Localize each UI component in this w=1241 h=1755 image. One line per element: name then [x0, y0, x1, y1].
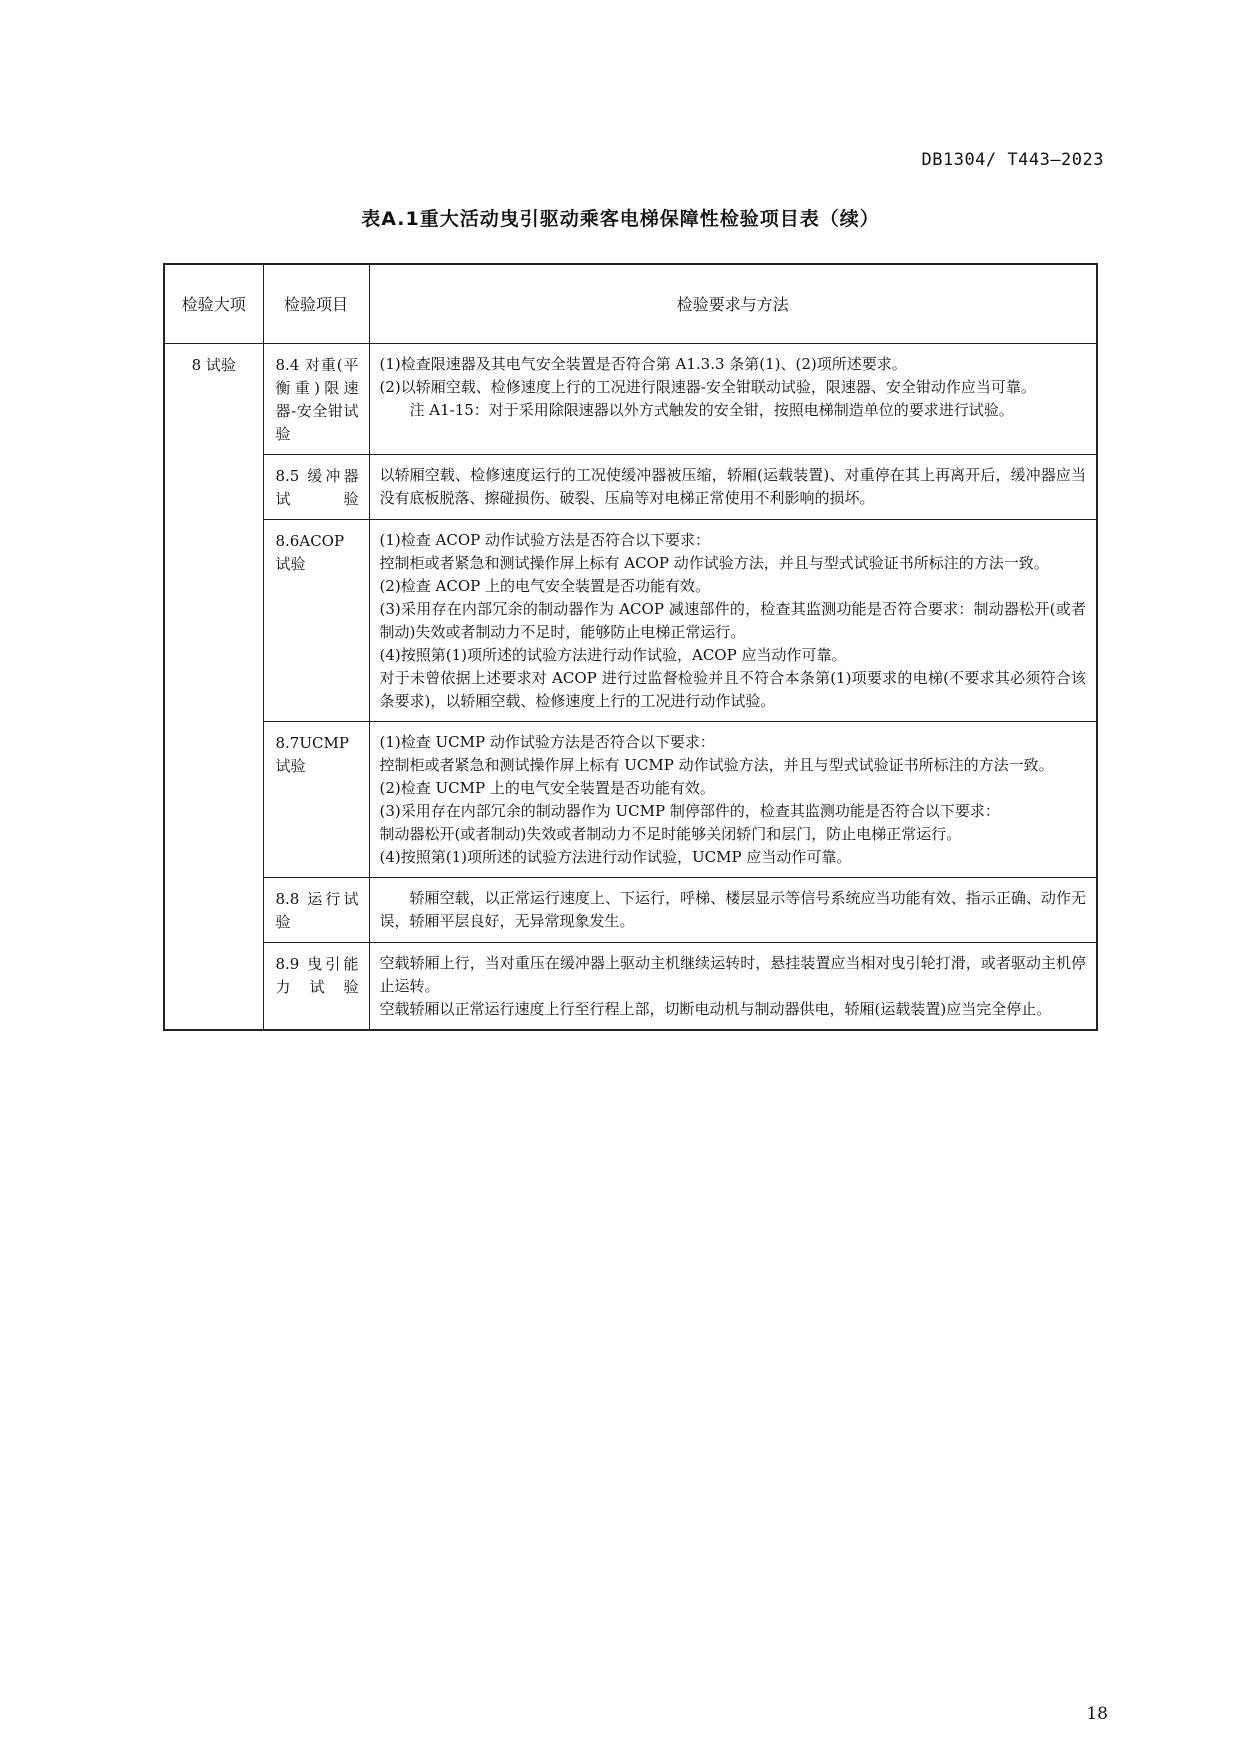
requirement-line: (4)按照第(1)项所述的试验方法进行动作试验，UCMP 应当动作可靠。 [379, 848, 852, 866]
item-cell: 8.8 运行试验 [263, 878, 369, 943]
table-row [164, 455, 1097, 520]
requirement-line: 对于未曾依据上述要求对 ACOP 进行过监督检验并且不符合本条第(1)项要求的电梯(不要求其必须符合该条要求)，以轿厢空载、检修速度上行的工况进行动作试验。 [379, 669, 1086, 710]
item-cell: 8.7UCMP试验 [263, 722, 369, 878]
requirement-cell [369, 943, 1097, 1031]
inspection-table [163, 263, 1098, 1031]
requirement-cell [369, 520, 1097, 722]
table-row [164, 344, 1097, 455]
requirement-line: (3)采用存在内部冗余的制动器作为 ACOP 减速部件的，检查其监测功能是否符合要求：制动器松开(或者制动)失效或者制动力不足时，能够防止电梯正常运行。 [379, 600, 1086, 641]
requirement-line: (3)采用存在内部冗余的制动器作为 UCMP 制停部件的，检查其监测功能是否符合以下要求： [379, 802, 1000, 820]
requirement-line: 以轿厢空载、检修速度运行的工况使缓冲器被压缩，轿厢(运载装置)、对重停在其上再离开后，缓冲器应当没有底板脱落、擦碰损伤、破裂、压扁等对电梯正常使用不利影响的损坏。 [379, 466, 1086, 507]
page-number: 18 [1086, 1704, 1108, 1724]
table-title: 表A.1重大活动曳引驱动乘客电梯保障性检验项目表（续） [361, 208, 880, 230]
table-header-row [164, 264, 1097, 344]
requirement-cell [369, 455, 1097, 520]
requirement-line: 控制柜或者紧急和测试操作屏上标有 UCMP 动作试验方法，并且与型式试验证书所标注的方法一致。 [379, 756, 1054, 774]
requirement-line: (2)检查 UCMP 上的电气安全装置是否功能有效。 [379, 779, 715, 797]
requirement-line: (2)以轿厢空载、检修速度上行的工况进行限速器-安全钳联动试验，限速器、安全钳动作应当可靠。 [379, 378, 1036, 396]
requirement-line: (1)检查 UCMP 动作试验方法是否符合以下要求： [379, 733, 715, 751]
requirement-cell [369, 344, 1097, 455]
table-row [164, 878, 1097, 943]
requirement-line: (2)检查 ACOP 上的电气安全装置是否功能有效。 [379, 577, 710, 595]
requirement-line: 制动器松开(或者制动)失效或者制动力不足时能够关闭轿门和层门，防止电梯正常运行。 [379, 825, 962, 843]
table-row [164, 943, 1097, 1031]
category-cell: 8 试验 [164, 344, 263, 1031]
requirement-line: 空载轿厢以正常运行速度上行至行程上部，切断电动机与制动器供电，轿厢(运载装置)应当完全停止。 [379, 1000, 1052, 1018]
requirement-cell [369, 878, 1097, 943]
requirement-cell [369, 722, 1097, 878]
document-code: DB1304/ T443—2023 [921, 150, 1104, 170]
item-cell: 8.4 对重(平衡重)限速器-安全钳试验 [263, 344, 369, 455]
requirement-line: 控制柜或者紧急和测试操作屏上标有 ACOP 动作试验方法，并且与型式试验证书所标注的方法一致。 [379, 554, 1049, 572]
requirement-line: 空载轿厢上行，当对重压在缓冲器上驱动主机继续运转时，悬挂装置应当相对曳引轮打滑，或者驱动主机停止运转。 [379, 954, 1086, 995]
item-cell: 8.9 曳引能力试验 [263, 943, 369, 1031]
requirement-line: (1)检查限速器及其电气安全装置是否符合第 A1.3.3 条第(1)、(2)项所述要求。 [379, 355, 907, 373]
table-row [164, 722, 1097, 878]
header-requirements: 检验要求与方法 [369, 264, 1097, 344]
header-item: 检验项目 [263, 264, 369, 344]
table-row [164, 520, 1097, 722]
requirement-line: 轿厢空载，以正常运行速度上、下运行，呼梯、楼层显示等信号系统应当功能有效、指示正确、动作无误，轿厢平层良好，无异常现象发生。 [379, 889, 1086, 930]
item-cell: 8.6ACOP试验 [263, 520, 369, 722]
requirement-line: (4)按照第(1)项所述的试验方法进行动作试验，ACOP 应当动作可靠。 [379, 646, 847, 664]
header-category: 检验大项 [164, 264, 263, 344]
requirement-note: 注 A1-15：对于采用除限速器以外方式触发的安全钳，按照电梯制造单位的要求进行试验。 [409, 401, 1014, 419]
requirement-line: (1)检查 ACOP 动作试验方法是否符合以下要求： [379, 531, 710, 549]
item-cell: 8.5 缓冲器试验 [263, 455, 369, 520]
